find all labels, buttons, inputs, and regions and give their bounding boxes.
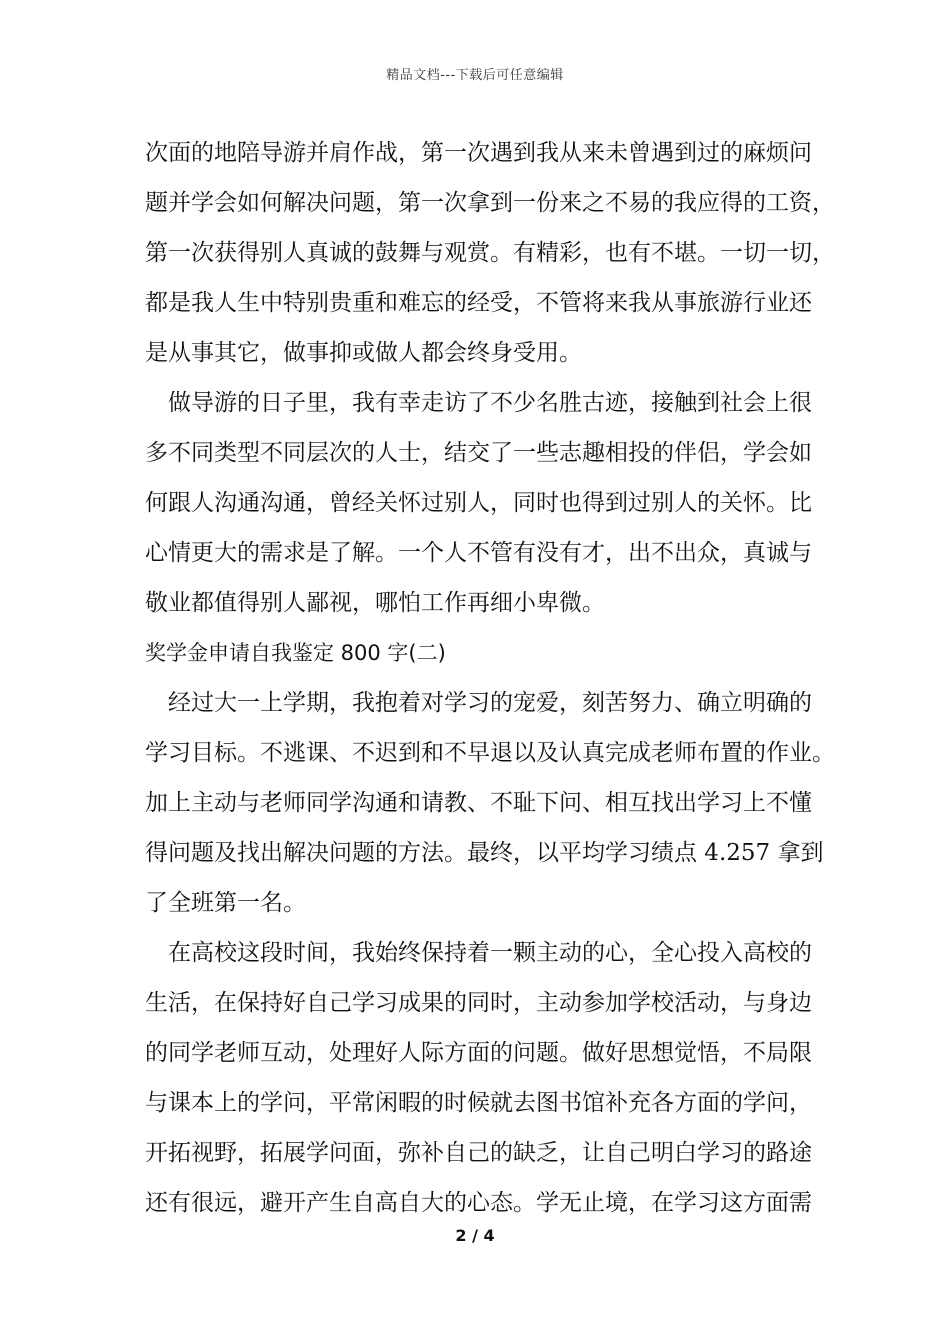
text-line: 是从事其它，做事抑或做人都会终身受用。 — [145, 340, 582, 366]
paragraph — [145, 928, 815, 1228]
text-line: 与课本上的学问，平常闲暇的时候就去图书馆补充各方面的学问， — [145, 1090, 812, 1116]
document-body — [145, 128, 835, 1228]
text-line: 的同学老师互动，处理好人际方面的问题。做好思想觉悟，不局限 — [145, 1040, 812, 1066]
paragraph — [145, 128, 835, 378]
text-line: 学习目标。不逃课、不迟到和不早退以及认真完成老师布置的作业。 — [145, 740, 835, 766]
text-line: 做导游的日子里，我有幸走访了不少名胜古迹，接触到社会上很 — [168, 390, 812, 416]
paragraph — [145, 678, 835, 928]
text-line: 还有很远，避开产生自高自大的心态。学无止境，在学习这方面需 — [145, 1190, 812, 1216]
text-line: 了全班第一名。 — [145, 890, 306, 916]
text-line: 题并学会如何解决问题，第一次拿到一份来之不易的我应得的工资， — [145, 190, 835, 216]
text-line: 都是我人生中特别贵重和难忘的经受，不管将来我从事旅游行业还 — [145, 290, 812, 316]
text-line: 在高校这段时间，我始终保持着一颗主动的心，全心投入高校的 — [168, 940, 812, 966]
text-line: 开拓视野，拓展学问面，弥补自己的缺乏，让自己明白学习的路途 — [145, 1140, 812, 1166]
page-header: 精品文档---下载后可任意编辑 — [386, 68, 564, 83]
text-line: 心情更大的需求是了解。一个人不管有没有才，出不出众，真诚与 — [145, 540, 812, 566]
paragraph — [145, 378, 815, 628]
text-line: 生活，在保持好自己学习成果的同时，主动参加学校活动，与身边 — [145, 990, 812, 1016]
section-heading: 奖学金申请自我鉴定 800 字(二) — [145, 641, 446, 665]
text-line: 经过大一上学期，我抱着对学习的宠爱，刻苦努力、确立明确的 — [168, 690, 812, 716]
text-line: 得问题及找出解决问题的方法。最终，以平均学习绩点 4.257 拿到 — [145, 840, 824, 866]
text-line: 多不同类型不同层次的人士，结交了一些志趣相投的伴侣，学会如 — [145, 440, 812, 466]
text-line: 次面的地陪导游并肩作战，第一次遇到我从来未曾遇到过的麻烦问 — [145, 140, 812, 166]
text-line: 加上主动与老师同学沟通和请教、不耻下问、相互找出学习上不懂 — [145, 790, 812, 816]
text-line: 敬业都值得别人鄙视，哪怕工作再细小卑微。 — [145, 590, 605, 616]
text-line: 第一次获得别人真诚的鼓舞与观赏。有精彩，也有不堪。一切一切， — [145, 240, 835, 266]
text-line: 何跟人沟通沟通，曾经关怀过别人，同时也得到过别人的关怀。比 — [145, 490, 812, 516]
page-number: 2 / 4 — [455, 1226, 495, 1245]
